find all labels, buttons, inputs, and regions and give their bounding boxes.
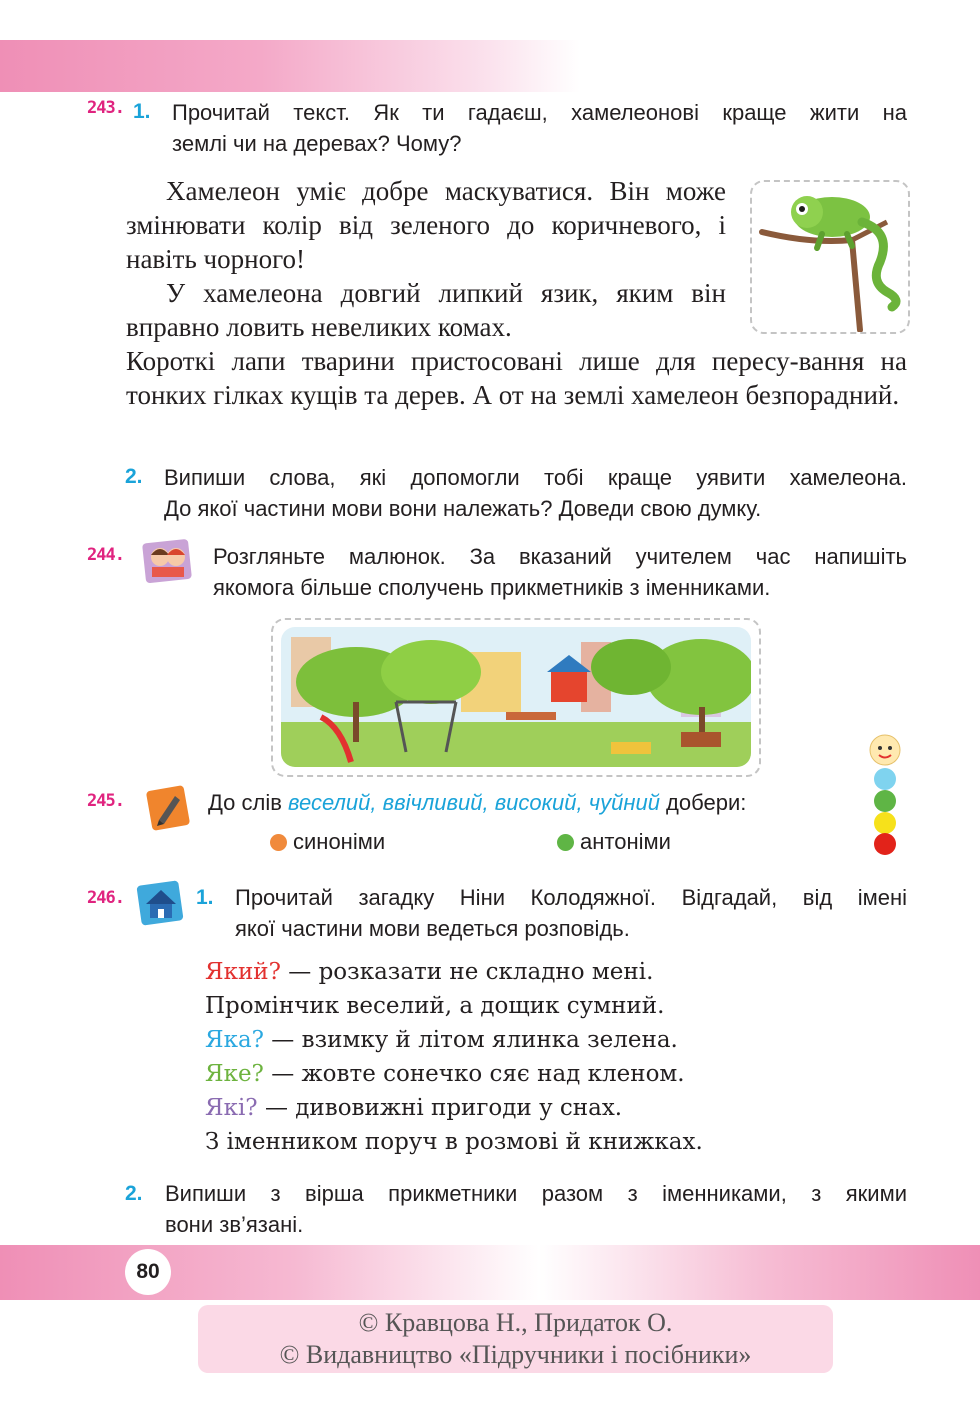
target-words: веселий, ввічливий, високий, чуйний <box>288 790 660 815</box>
exercise-number-245: 245. <box>87 791 124 811</box>
paragraph: Хамелеон уміє добре маскуватися. Він може змінювати колір від зеленого до коричневого, і навіть чорного! <box>126 176 726 274</box>
task-text: добери: <box>659 790 747 815</box>
pencil-writing-icon <box>145 782 193 832</box>
playground-illustration <box>281 627 751 767</box>
green-dot-icon <box>557 834 574 851</box>
subtask-label: 1. <box>133 100 151 123</box>
house-icon <box>134 878 188 928</box>
question-word: Які? <box>205 1095 258 1121</box>
option-label: антоніми <box>580 829 671 854</box>
poem-text: — взимку й літом ялинка зелена. <box>264 1027 678 1053</box>
chameleon-text-part2 <box>126 344 907 412</box>
question-word: Який? <box>205 959 281 985</box>
copyright-line: © Кравцова Н., Придаток О. <box>358 1308 673 1337</box>
copyright-line: © Видавництво «Підручники і посібники» <box>279 1340 752 1369</box>
task-text: До слів <box>208 790 289 815</box>
poem-line <box>205 1023 703 1057</box>
poem-text: — дивовижні пригоди у снах. <box>257 1095 623 1121</box>
option-label: синоніми <box>293 829 386 854</box>
task-line: Випиши слова, які допомогли тобі краще уявити хамелеона. <box>164 465 907 490</box>
chameleon-illustration <box>752 182 908 332</box>
task-line: Випиши з вірша прикметники разом з іменниками, з якими <box>165 1181 907 1206</box>
task-line: якої частини мови ведеться розповідь. <box>235 916 630 941</box>
task-line: Прочитай текст. Як ти гадаєш, хамелеонові краще жити на <box>172 100 907 125</box>
task-246-2 <box>165 1178 907 1240</box>
task-line: Розгляньте малюнок. За вказаний учителем час напишіть <box>213 544 907 569</box>
subtask-label: 1. <box>196 886 214 909</box>
orange-dot-icon <box>270 834 287 851</box>
task-246-1 <box>235 882 907 944</box>
caterpillar-decoration <box>864 730 906 860</box>
paragraph: У хамелеона довгий липкий язик, яким він вправно ловить невеликих комах. <box>126 278 726 342</box>
option-antonyms <box>557 826 671 857</box>
page-number: 80 <box>125 1249 171 1295</box>
subtask-label: 2. <box>125 465 143 488</box>
paragraph-continued: Короткі лапи тварини пристосовані лише для пересу-вання на тонких гілках кущів та дерев. А от на землі хамелеон безпорадний. <box>126 346 907 410</box>
poem-text: — жовте сонечко сяє над кленом. <box>263 1061 685 1087</box>
task-244 <box>213 541 907 603</box>
exercise-number-243: 243. <box>87 98 124 118</box>
riddle-poem <box>205 955 703 1159</box>
option-synonyms <box>270 826 385 857</box>
exercise-number-244: 244. <box>87 545 124 565</box>
pair-work-icon <box>140 535 196 587</box>
poem-line <box>205 1057 703 1091</box>
poem-line <box>205 955 703 989</box>
chameleon-text-part1 <box>126 174 726 344</box>
top-decorative-band <box>0 40 580 92</box>
task-243-1 <box>172 97 907 159</box>
poem-line: З іменником поруч в розмові й книжках. <box>205 1129 703 1155</box>
playground-image <box>271 618 761 777</box>
subtask-label: 2. <box>125 1182 143 1205</box>
task-line: якомога більше сполучень прикметників з іменниками. <box>213 575 771 600</box>
question-word: Яке? <box>205 1061 264 1087</box>
question-word: Яка? <box>205 1027 264 1053</box>
task-line: До якої частини мови вони належать? Доведи свою думку. <box>164 496 762 521</box>
task-line: вони зв’язані. <box>165 1212 304 1237</box>
task-line: Прочитай загадку Ніни Колодяжної. Відгадай, від імені <box>235 885 907 910</box>
copyright-box <box>198 1305 833 1373</box>
task-line: землі чи на деревах? Чому? <box>172 131 462 156</box>
exercise-number-246: 246. <box>87 888 124 908</box>
poem-text: — розказати не складно мені. <box>280 959 654 985</box>
poem-line: Промінчик веселий, а дощик сумний. <box>205 993 665 1019</box>
chameleon-image <box>750 180 910 334</box>
task-243-2 <box>164 462 907 524</box>
poem-line <box>205 1091 703 1125</box>
task-245 <box>208 787 848 818</box>
